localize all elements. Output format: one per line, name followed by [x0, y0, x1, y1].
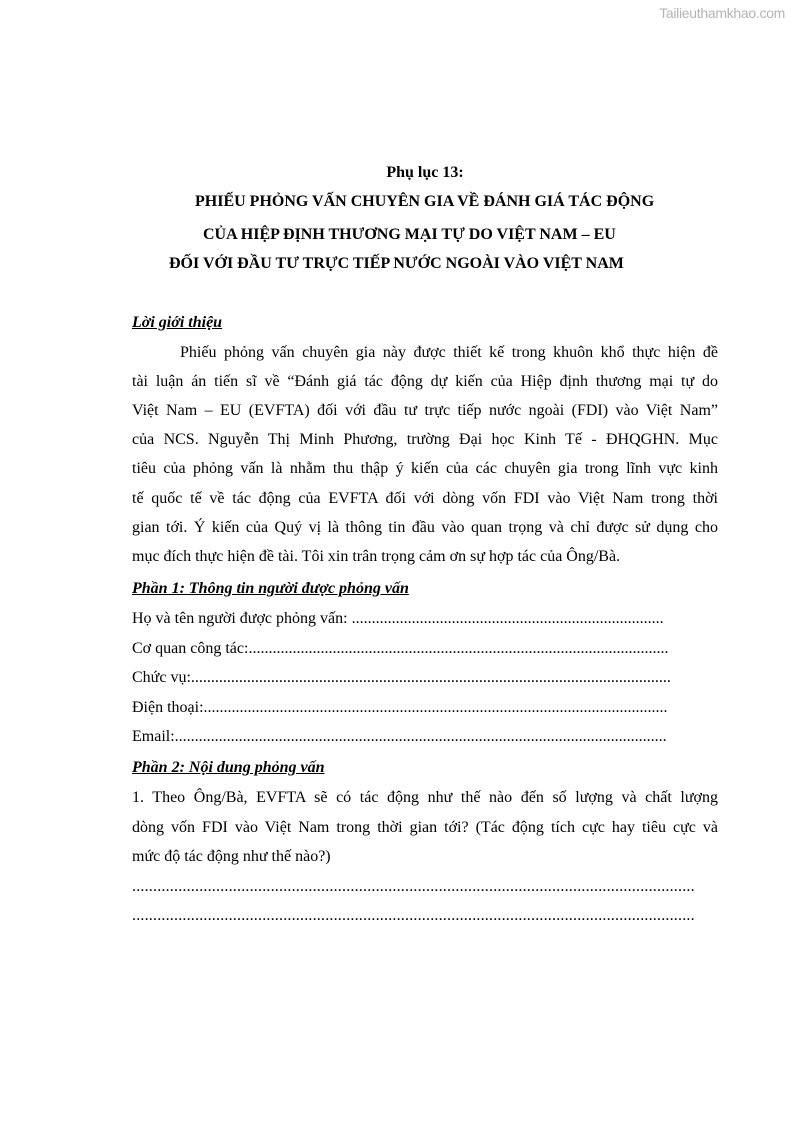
- intro-line: mục đích thực hiện đề tài. Tôi xin trân trọng cảm ơn sự hợp tác của Ông/Bà.: [132, 548, 621, 565]
- field-label: Chức vụ:: [132, 669, 191, 686]
- question-1-line: 1. Theo Ông/Bà, EVFTA sẽ có tác động như thế nào đến số lượng và chất lượng: [132, 789, 718, 806]
- field-label: Điện thoại:: [132, 699, 204, 716]
- part1-heading: Phần 1: Thông tin người được phỏng vấn: [132, 580, 409, 597]
- title-line-2: CỦA HIỆP ĐỊNH THƯƠNG MẠI TỰ DO VIỆT NAM – EU: [203, 226, 616, 243]
- question-1-line: mức độ tác động như thế nào?): [132, 848, 331, 865]
- answer-line[interactable]: ......................................................................................................................................: [132, 878, 695, 895]
- field-full-name[interactable]: [132, 610, 718, 628]
- title-line-1: PHIẾU PHỎNG VẤN CHUYÊN GIA VỀ ĐÁNH GIÁ TÁC ĐỘNG: [195, 193, 655, 210]
- field-organization[interactable]: [132, 640, 718, 658]
- field-phone[interactable]: [132, 699, 718, 717]
- intro-line: gian tới. Ý kiến của Quý vị là thông tin đầu vào quan trọng và chỉ được sử dụng cho: [132, 519, 718, 536]
- intro-line: của NCS. Nguyễn Thị Minh Phương, trường Đại học Kinh Tế - ĐHQGHN. Mục: [132, 431, 718, 448]
- question-1-line: dòng vốn FDI vào Việt Nam trong thời gian tới? (Tác động tích cực hay tiêu cực và: [132, 819, 718, 836]
- part2-heading: Phần 2: Nội dung phỏng vấn: [132, 759, 325, 776]
- field-label: Email:: [132, 728, 175, 745]
- title-line-3: ĐỐI VỚI ĐẦU TƯ TRỰC TIẾP NƯỚC NGOÀI VÀO VIỆT NAM: [169, 255, 624, 272]
- field-position[interactable]: [132, 669, 718, 687]
- intro-line: tiêu của phỏng vấn là nhằm thu thập ý kiến của các chuyên gia trong lĩnh vực kinh: [132, 460, 718, 477]
- intro-line: Phiếu phỏng vấn chuyên gia này được thiết kế trong khuôn khổ thực hiện đề: [180, 344, 718, 361]
- fill-dots[interactable]: .........................................................................................................: [248, 640, 669, 657]
- intro-heading: Lời giới thiệu: [132, 314, 223, 331]
- field-label: Cơ quan công tác:: [132, 640, 249, 657]
- field-label: Họ và tên người được phỏng vấn:: [132, 610, 352, 627]
- intro-line: Việt Nam – EU (EVFTA) đối với đầu tư trực tiếp nước ngoài (FDI) vào Việt Nam”: [132, 402, 718, 419]
- watermark: Tailieuthamkhao.com: [659, 5, 785, 21]
- fill-dots[interactable]: ....................................................................................................................: [203, 699, 668, 716]
- appendix-label: Phụ lục 13:: [386, 164, 464, 181]
- intro-line: tài luận án tiến sĩ về “Đánh giá tác động dự kiến của Hiệp định thương mại tự do: [132, 373, 718, 390]
- answer-line[interactable]: ......................................................................................................................................: [132, 907, 695, 924]
- fill-dots[interactable]: ...........................................................................................................................: [174, 728, 667, 745]
- fill-dots[interactable]: ..............................................................................: [351, 610, 664, 627]
- fill-dots[interactable]: ........................................................................................................................: [190, 669, 671, 686]
- field-email[interactable]: [132, 728, 718, 746]
- intro-line: tế quốc tế về tác động của EVFTA đối với dòng vốn FDI vào Việt Nam trong thời: [132, 490, 718, 507]
